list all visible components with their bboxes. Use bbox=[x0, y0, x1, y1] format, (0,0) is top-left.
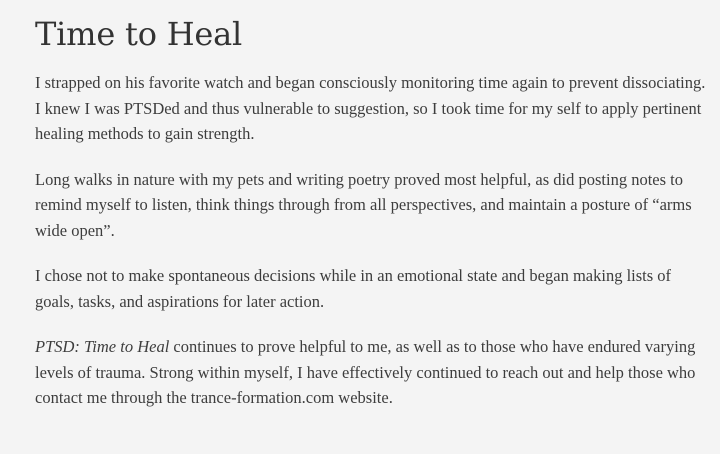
paragraph-book bbox=[35, 334, 706, 411]
paragraph-walks: Long walks in nature with my pets and writing poetry proved most helpful, as did posting notes to remind myself to listen, think things through from all perspectives, and maintain a posture of “arms wide open”. bbox=[35, 169, 692, 240]
book-title: PTSD: Time to Heal bbox=[35, 337, 170, 356]
paragraph-decisions: I chose not to make spontaneous decisions while in an emotional state and began making lists of goals, tasks, and aspirations for later action. bbox=[35, 266, 672, 311]
paragraph-watch: I strapped on his favorite watch and began consciously monitoring time again to prevent dissociating. I knew I was PTSDed and thus vulnerable to suggestion, so I took time for my self to apply pertinent healing methods to gain strength. bbox=[35, 73, 706, 143]
article-title: Time to Heal bbox=[35, 15, 243, 53]
paragraph-book-text: continues to prove helpful to me, as well as to those who have endured varying levels of trauma. Strong within myself, I have effectively continued to reach out and help those who contact me through the trance-formation.com website. bbox=[35, 337, 696, 407]
